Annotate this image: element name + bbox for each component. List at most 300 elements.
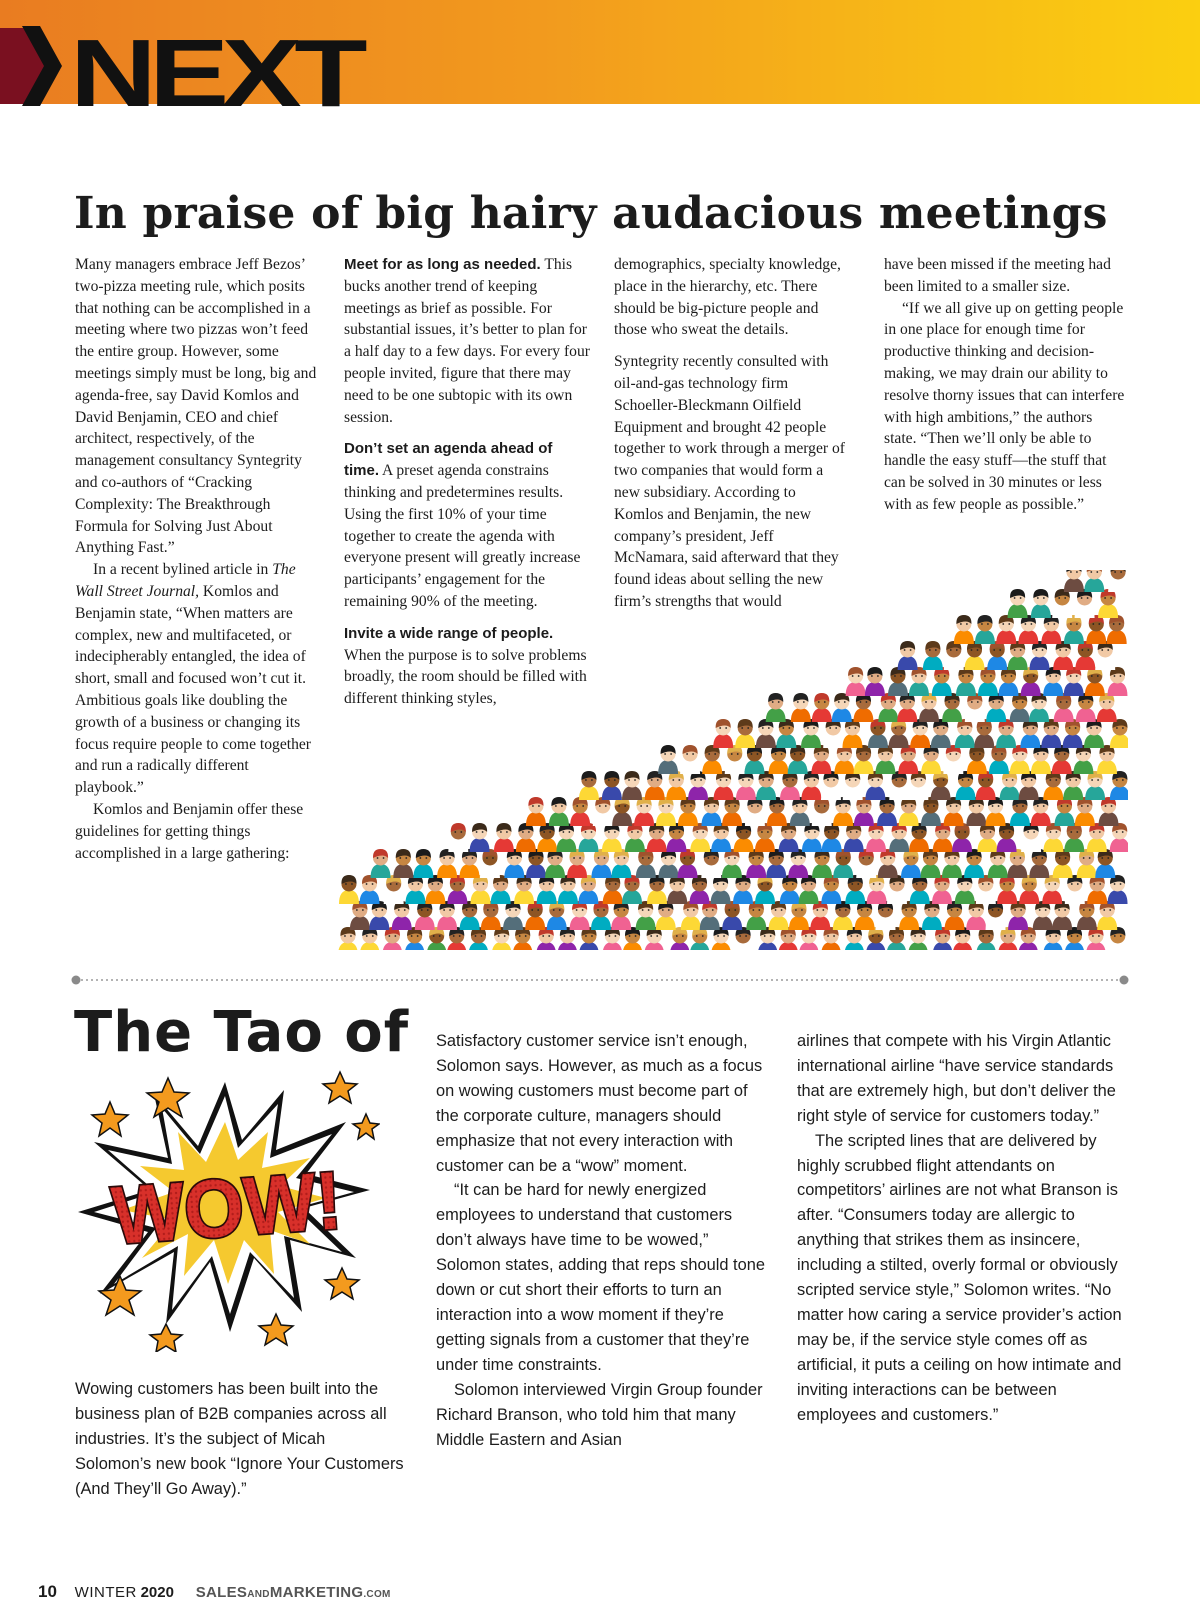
- person-icon: [868, 719, 888, 748]
- person-icon: [667, 875, 687, 904]
- person-icon: [647, 875, 667, 904]
- person-icon: [369, 901, 389, 930]
- person-icon: [1020, 719, 1040, 748]
- person-icon: [953, 927, 973, 950]
- person-icon: [758, 927, 778, 950]
- person-icon: [670, 927, 690, 950]
- person-icon: [799, 927, 819, 950]
- person-icon: [802, 823, 822, 852]
- person-icon: [382, 927, 402, 950]
- person-icon: [537, 875, 557, 904]
- article2-title: The Tao of: [74, 1000, 410, 1065]
- paragraph: “It can be hard for newly energized employees to understand that customers don’t always have time to be wowed,” Solomon states, adding that reps should tone down or cut short their efforts to turn an interaction into a wow moment if they’re getting signals from a customer that they’re under time constraints.: [436, 1181, 765, 1374]
- person-icon: [1053, 641, 1073, 670]
- person-icon: [1095, 641, 1115, 670]
- person-icon: [867, 875, 887, 904]
- person-icon: [844, 823, 864, 852]
- person-icon: [788, 849, 808, 878]
- person-icon: [425, 875, 445, 904]
- person-icon: [1019, 771, 1039, 800]
- person-icon: [823, 719, 843, 748]
- person-icon: [923, 641, 943, 670]
- person-icon: [415, 901, 435, 930]
- person-icon: [1084, 719, 1104, 748]
- person-icon: [689, 875, 709, 904]
- person-icon: [898, 745, 918, 774]
- person-icon: [866, 927, 886, 950]
- person-icon: [1076, 693, 1096, 722]
- person-icon: [1065, 875, 1085, 904]
- person-icon: [1077, 901, 1097, 930]
- person-icon: [503, 901, 523, 930]
- person-icon: [468, 927, 488, 950]
- person-icon: [1097, 693, 1117, 722]
- person-icon: [932, 875, 952, 904]
- person-icon: [666, 823, 686, 852]
- article1-column-1: [75, 254, 317, 864]
- person-icon: [876, 901, 896, 930]
- person-icon: [1053, 849, 1073, 878]
- person-icon: [1108, 927, 1128, 950]
- person-icon: [733, 875, 753, 904]
- person-icon: [1097, 745, 1117, 774]
- person-icon: [974, 719, 994, 748]
- person-icon: [766, 849, 786, 878]
- person-icon: [790, 797, 810, 826]
- person-icon: [1000, 771, 1020, 800]
- article2-column-3: [797, 1029, 1127, 1428]
- person-icon: [447, 927, 467, 950]
- person-icon: [942, 693, 962, 722]
- person-icon: [989, 745, 1009, 774]
- person-icon: [459, 849, 479, 878]
- person-icon: [865, 667, 885, 696]
- person-icon: [887, 927, 907, 950]
- person-icon: [1086, 927, 1106, 950]
- person-icon: [1008, 641, 1028, 670]
- person-icon: [492, 927, 512, 950]
- wow-text: WOW!: [108, 1153, 361, 1262]
- person-icon: [636, 849, 656, 878]
- person-icon: [1097, 901, 1117, 930]
- person-icon: [360, 927, 380, 950]
- crowd-illustration: [338, 570, 1128, 950]
- person-icon: [833, 849, 853, 878]
- person-icon: [636, 901, 656, 930]
- person-icon: [1029, 641, 1049, 670]
- person-icon: [746, 901, 766, 930]
- person-icon: [822, 823, 842, 852]
- person-icon: [801, 719, 821, 748]
- person-icon: [690, 823, 710, 852]
- guideline-3: Invite a wide range of people. When the purpose is to solve problems broadly, the room should be filled with different thinking styles,: [344, 624, 587, 708]
- person-icon: [1043, 771, 1063, 800]
- person-icon: [1073, 745, 1093, 774]
- paragraph: airlines that compete with his Virgin Atlantic international airline “have service standards that are extremely high, but don’t deliver the right style of service for customers today.”: [797, 1032, 1116, 1125]
- person-icon: [725, 745, 745, 774]
- person-icon: [427, 927, 447, 950]
- person-icon: [899, 901, 919, 930]
- issue-year: 2020: [140, 1584, 174, 1601]
- person-icon: [1019, 875, 1039, 904]
- next-logo: [0, 18, 370, 114]
- person-icon: [470, 875, 490, 904]
- person-icon: [558, 875, 578, 904]
- person-icon: [778, 927, 798, 950]
- person-icon: [1110, 823, 1128, 852]
- person-icon: [1064, 667, 1084, 696]
- person-icon: [1085, 771, 1105, 800]
- person-icon: [812, 797, 832, 826]
- person-icon: [339, 875, 359, 904]
- person-icon: [1099, 797, 1119, 826]
- person-icon: [480, 849, 500, 878]
- person-icon: [780, 771, 800, 800]
- person-icon: [776, 719, 796, 748]
- person-icon: [986, 797, 1006, 826]
- person-icon: [647, 823, 667, 852]
- person-icon: [1064, 823, 1084, 852]
- person-icon: [908, 927, 928, 950]
- person-icon: [878, 849, 898, 878]
- person-icon: [899, 797, 919, 826]
- person-icon: [1010, 693, 1030, 722]
- person-icon: [713, 719, 733, 748]
- person-icon: [996, 719, 1016, 748]
- person-icon: [966, 901, 986, 930]
- person-icon: [921, 849, 941, 878]
- person-icon: [978, 667, 998, 696]
- person-icon: [384, 875, 404, 904]
- paragraph: Komlos and Benjamin offer these guidelines for getting things accomplished in a large gathering:: [75, 800, 304, 862]
- person-icon: [987, 641, 1007, 670]
- paragraph: Satisfactory customer service isn’t enough, Solomon says. However, as much as a focus on wowing customers must become part of the corporate culture, managers should emphasize that not every interaction with customer can be a “wow” moment.: [436, 1032, 763, 1175]
- person-icon: [844, 927, 864, 950]
- person-icon: [897, 693, 917, 722]
- article1-column-4: [884, 254, 1126, 516]
- person-icon: [932, 667, 952, 696]
- person-icon: [780, 875, 800, 904]
- person-icon: [866, 823, 886, 852]
- guideline-1: Meet for as long as needed. This bucks another trend of keeping meetings as brief as possible. For substantial issues, it’s better to plan for a half day to a few days. For every four people invited, figure that there may need to be one subtopic with its own session.: [344, 256, 590, 426]
- person-icon: [910, 719, 930, 748]
- person-icon: [1077, 849, 1097, 878]
- person-icon: [547, 901, 567, 930]
- person-icon: [791, 693, 811, 722]
- person-icon: [965, 641, 985, 670]
- person-icon: [854, 745, 874, 774]
- person-icon: [545, 849, 565, 878]
- person-icon: [481, 901, 501, 930]
- person-icon: [945, 901, 965, 930]
- person-icon: [623, 927, 643, 950]
- person-icon: [889, 823, 909, 852]
- person-icon: [1021, 823, 1041, 852]
- person-icon: [1041, 615, 1061, 644]
- person-icon: [1087, 823, 1107, 852]
- person-icon: [1054, 797, 1074, 826]
- person-icon: [536, 927, 556, 950]
- person-icon: [1054, 693, 1074, 722]
- person-icon: [350, 901, 370, 930]
- person-icon: [470, 823, 490, 852]
- person-icon: [942, 849, 962, 878]
- person-icon: [1010, 745, 1030, 774]
- person-icon: [1064, 570, 1084, 592]
- paragraph: have been missed if the meeting had been limited to a smaller size.: [884, 256, 1111, 295]
- person-icon: [360, 875, 380, 904]
- person-icon: [526, 797, 546, 826]
- person-icon: [701, 797, 721, 826]
- person-icon: [690, 927, 710, 950]
- person-icon: [659, 849, 679, 878]
- person-icon: [865, 771, 885, 800]
- person-icon: [931, 719, 951, 748]
- person-icon: [943, 745, 963, 774]
- person-icon: [909, 667, 929, 696]
- person-icon: [1041, 719, 1061, 748]
- person-icon: [405, 927, 425, 950]
- person-icon: [846, 667, 866, 696]
- person-icon: [567, 849, 587, 878]
- person-icon: [578, 875, 598, 904]
- issue-season: WINTER: [74, 1584, 137, 1601]
- person-icon: [579, 771, 599, 800]
- person-icon: [998, 927, 1018, 950]
- person-icon: [1018, 615, 1038, 644]
- person-icon: [955, 875, 975, 904]
- person-icon: [901, 849, 921, 878]
- person-icon: [1107, 615, 1127, 644]
- person-icon: [702, 745, 722, 774]
- person-icon: [611, 901, 631, 930]
- person-icon: [700, 901, 720, 930]
- person-icon: [593, 797, 613, 826]
- person-icon: [1084, 570, 1104, 592]
- person-icon: [944, 641, 964, 670]
- person-icon: [856, 849, 876, 878]
- person-icon: [494, 823, 514, 852]
- person-icon: [956, 667, 976, 696]
- person-icon: [875, 745, 895, 774]
- person-icon: [996, 615, 1016, 644]
- person-icon: [1087, 875, 1107, 904]
- person-icon: [711, 927, 731, 950]
- person-icon: [877, 797, 897, 826]
- person-icon: [910, 875, 930, 904]
- person-icon: [887, 875, 907, 904]
- dotted-divider: [70, 974, 1130, 986]
- person-icon: [821, 927, 841, 950]
- paragraph: Wowing customers has been built into the business plan of B2B companies across all industries. It’s the subject of Micah Solomon’s new book “Ignore Your Customers (And They’ll Go Away).”: [75, 1380, 404, 1498]
- person-icon: [701, 849, 721, 878]
- paragraph: “If we all give up on getting people in one place for enough time for productive thinking and decision-making, we may drain our ability to resolve thorny issues that can interfere with high ambitions,” the authors state. “Then we’ll only be able to handle the easy stuff—the stuff that can be solved in 30 minutes or less with as few people as possible.”: [884, 299, 1125, 513]
- person-icon: [1029, 693, 1049, 722]
- person-icon: [966, 797, 986, 826]
- page-number: 10: [38, 1582, 57, 1601]
- person-icon: [933, 927, 953, 950]
- person-icon: [812, 849, 832, 878]
- person-icon: [755, 823, 775, 852]
- person-icon: [1010, 797, 1030, 826]
- person-icon: [611, 849, 631, 878]
- person-icon: [944, 797, 964, 826]
- person-icon: [734, 823, 754, 852]
- person-icon: [393, 849, 413, 878]
- person-icon: [1042, 875, 1062, 904]
- person-icon: [955, 719, 975, 748]
- person-icon: [967, 745, 987, 774]
- person-icon: [986, 901, 1006, 930]
- person-icon: [1043, 927, 1063, 950]
- person-icon: [1107, 667, 1127, 696]
- person-icon: [591, 849, 611, 878]
- person-icon: [602, 927, 622, 950]
- person-icon: [779, 823, 799, 852]
- person-icon: [413, 849, 433, 878]
- person-icon: [878, 693, 898, 722]
- person-icon: [722, 849, 742, 878]
- article1-column-3: [614, 254, 846, 613]
- person-icon: [645, 771, 665, 800]
- person-icon: [688, 771, 708, 800]
- person-icon: [625, 823, 645, 852]
- person-icon: [756, 771, 776, 800]
- person-icon: [952, 823, 972, 852]
- person-icon: [843, 771, 863, 800]
- paragraph: In a recent bylined article in The Wall Street Journal, Komlos and Benjamin state, “When matters are complex, new and multifaceted, or indecipherably entangled, the idea of short, small and focused won’t cut it. Ambitious goals like doubling the growth of a business or changing its focus require people to come together and run a radically different playbook.”: [75, 561, 311, 797]
- person-icon: [711, 823, 731, 852]
- person-icon: [1063, 719, 1083, 748]
- person-icon: [656, 797, 676, 826]
- person-icon: [755, 875, 775, 904]
- person-icon: [954, 615, 974, 644]
- person-icon: [602, 771, 622, 800]
- person-icon: [722, 797, 742, 826]
- person-icon: [1098, 589, 1118, 618]
- person-icon: [1031, 745, 1051, 774]
- person-icon: [1108, 875, 1128, 904]
- person-icon: [908, 771, 928, 800]
- person-icon: [997, 875, 1017, 904]
- person-icon: [603, 875, 623, 904]
- person-icon: [766, 693, 786, 722]
- person-icon: [1108, 570, 1128, 592]
- person-icon: [591, 901, 611, 930]
- logo-text: NEXT: [70, 20, 367, 114]
- person-icon: [977, 823, 997, 852]
- person-icon: [735, 719, 755, 748]
- person-icon: [976, 875, 996, 904]
- person-icon: [447, 875, 467, 904]
- paragraph: Syntegrity recently consulted with oil-and-gas technology firm Schoeller-Bleckmann Oilfield Equipment and brought 42 people together to work through a merger of two companies that would form a new subsidiary. According to Komlos and Benjamin, the new company’s president, Jeff McNamara, said afterward that they found ideas about selling the new firm’s strengths that would: [614, 353, 845, 610]
- person-icon: [622, 771, 642, 800]
- person-icon: [1064, 927, 1084, 950]
- person-icon: [767, 797, 787, 826]
- person-icon: [833, 901, 853, 930]
- person-icon: [975, 615, 995, 644]
- person-icon: [678, 797, 698, 826]
- person-icon: [392, 901, 412, 930]
- person-icon: [888, 667, 908, 696]
- person-icon: [1086, 615, 1106, 644]
- person-icon: [931, 771, 951, 800]
- person-icon: [526, 849, 546, 878]
- person-icon: [745, 797, 765, 826]
- person-icon: [514, 875, 534, 904]
- person-icon: [1052, 745, 1072, 774]
- person-icon: [997, 823, 1017, 852]
- person-icon: [644, 927, 664, 950]
- person-icon: [460, 901, 480, 930]
- person-icon: [570, 797, 590, 826]
- person-icon: [919, 693, 939, 722]
- person-icon: [1021, 667, 1041, 696]
- person-icon: [437, 901, 457, 930]
- person-icon: [1031, 589, 1051, 618]
- person-icon: [833, 797, 853, 826]
- person-icon: [1043, 667, 1063, 696]
- person-icon: [842, 719, 862, 748]
- person-icon: [448, 823, 468, 852]
- person-icon: [714, 771, 734, 800]
- person-icon: [1031, 797, 1051, 826]
- person-icon: [634, 797, 654, 826]
- person-icon: [491, 875, 511, 904]
- person-icon: [405, 875, 425, 904]
- person-icon: [909, 823, 929, 852]
- person-icon: [889, 771, 909, 800]
- person-icon: [769, 745, 789, 774]
- person-icon: [371, 849, 391, 878]
- person-icon: [812, 693, 832, 722]
- person-icon: [1052, 901, 1072, 930]
- person-icon: [1075, 589, 1095, 618]
- person-icon: [1033, 901, 1053, 930]
- guideline-2: Don’t set an agenda ahead of time. A preset agenda constrains thinking and predetermines results. Using the first 10% of your time together to create the agenda with everyone present will greatly increase participants’ engagement for the remaining 90% of the meeting.: [344, 440, 581, 610]
- person-icon: [681, 901, 701, 930]
- person-icon: [889, 719, 909, 748]
- person-icon: [338, 927, 358, 950]
- person-icon: [1064, 615, 1084, 644]
- person-icon: [801, 771, 821, 800]
- person-icon: [799, 875, 819, 904]
- person-icon: [845, 875, 865, 904]
- person-icon: [722, 901, 742, 930]
- person-icon: [898, 641, 918, 670]
- person-icon: [965, 693, 985, 722]
- person-icon: [832, 693, 852, 722]
- person-icon: [933, 823, 953, 852]
- person-icon: [1075, 641, 1095, 670]
- person-icon: [855, 901, 875, 930]
- person-icon: [988, 849, 1008, 878]
- person-icon: [736, 771, 756, 800]
- person-icon: [658, 745, 678, 774]
- person-icon: [756, 719, 776, 748]
- person-icon: [516, 823, 536, 852]
- paragraph: Many managers embrace Jeff Bezos’ two-pizza meeting rule, which posits that nothing can be accomplished in a meeting where two pizzas won’t feed the entire group. However, some meetings simply must be long, big and agenda-free, say David Komlos and David Benjamin, CEO and chief architect, respectively, of the management consultancy Syntegrity and co-authors of “Cracking Complexity: The Breakthrough Formula for Solving Just About Anything Fast.”: [75, 256, 317, 557]
- person-icon: [811, 745, 831, 774]
- person-icon: [744, 745, 764, 774]
- article2-column-2: [436, 1029, 766, 1452]
- paragraph: The scripted lines that are delivered by highly scrubbed flight attendants on competitors’ airlines are not what Branson is after. “Consumers today are allergic to anything that strikes them as insincere, including a stilted, overly formal or obviously scripted service style,” Solomon writes. “No matter how caring a service provider’s action may be, if the service style comes off as artificial, it puts a ceiling on how intimate and inviting interactions can be between employees and customers.”: [797, 1131, 1122, 1424]
- person-icon: [1095, 849, 1115, 878]
- person-icon: [549, 797, 569, 826]
- article2-column-1: [75, 1377, 405, 1502]
- person-icon: [733, 927, 753, 950]
- person-icon: [788, 745, 808, 774]
